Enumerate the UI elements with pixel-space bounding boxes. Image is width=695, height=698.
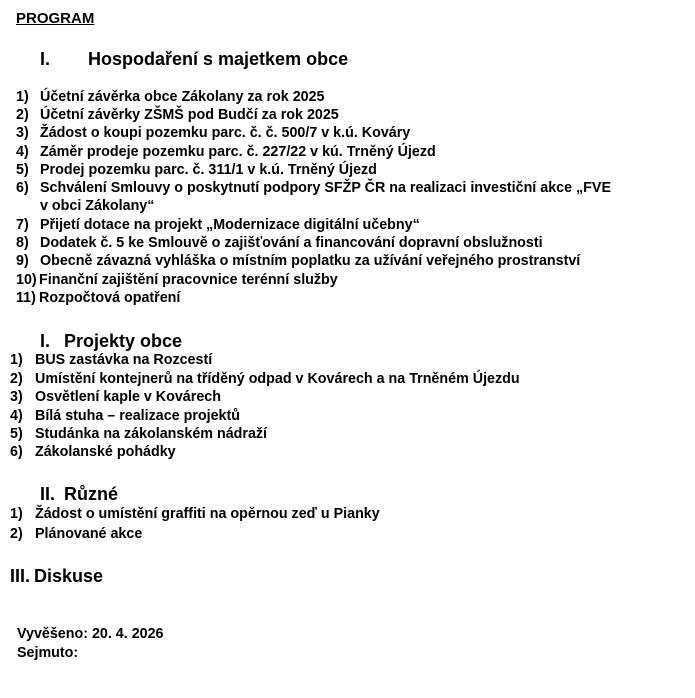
item-number: 4) <box>16 144 29 160</box>
item-text: Žádost o umístění graffiti na opěrnou zeď u Pianky <box>35 506 380 522</box>
section-1-item-9 <box>16 253 580 269</box>
item-text: Účetní závěrky ZŠMŠ pod Budčí za rok 2025 <box>40 107 339 123</box>
section-1-item-6-continuation: v obci Zákolany“ <box>40 198 155 214</box>
item-number: 11) <box>16 290 36 306</box>
item-number: 1) <box>16 89 29 105</box>
section-2-item-1 <box>10 352 212 368</box>
item-text: Přijetí dotace na projekt „Modernizace digitální učebny“ <box>40 217 420 233</box>
section-1-item-2 <box>16 107 339 123</box>
item-text: Prodej pozemku parc. č. 311/1 v k.ú. Trněný Újezd <box>40 162 377 178</box>
item-text: Bílá stuha – realizace projektů <box>35 408 241 424</box>
section-1-item-11 <box>16 290 180 306</box>
item-number: 5) <box>16 162 29 178</box>
section-1-title: Hospodaření s majetkem obce <box>88 49 349 69</box>
section-1-item-3 <box>16 125 410 141</box>
section-4-title: Diskuse <box>34 566 104 586</box>
section-2-item-4 <box>10 408 240 424</box>
item-number: 7) <box>16 217 29 233</box>
item-text: Studánka na zákolanském nádraží <box>35 426 268 442</box>
section-1-item-8 <box>16 235 543 251</box>
section-2-item-2 <box>10 371 520 387</box>
item-number: 2) <box>10 371 23 387</box>
item-text: Umístění kontejnerů na tříděný odpad v Kovárech a na Trněném Újezdu <box>35 371 520 387</box>
section-1-item-5 <box>16 162 377 178</box>
section-3-item-2 <box>10 526 142 542</box>
item-number: 3) <box>16 125 29 141</box>
section-2-item-3 <box>10 389 221 405</box>
item-number: 1) <box>10 506 23 522</box>
item-text: Žádost o koupi pozemku parc. č. č. 500/7 v k.ú. Kováry <box>40 125 411 141</box>
section-1-item-6 <box>16 180 611 196</box>
removed-date: Sejmuto: <box>17 645 79 661</box>
section-2-item-5 <box>10 426 267 442</box>
item-text: Dodatek č. 5 ke Smlouvě o zajišťování a financování dopravní obslužnosti <box>40 235 543 251</box>
section-1-item-7 <box>16 217 420 233</box>
item-number: 2) <box>16 107 29 123</box>
section-1-roman: I. <box>40 49 51 69</box>
item-number: 4) <box>10 408 23 424</box>
posted-date: Vyvěšeno: 20. 4. 2026 <box>17 626 164 642</box>
item-number: 6) <box>16 180 29 196</box>
section-4-roman: III. <box>10 566 31 586</box>
section-1-item-4 <box>16 144 436 160</box>
section-3-title: Různé <box>64 484 118 504</box>
section-2-roman: I. <box>40 331 51 351</box>
item-number: 9) <box>16 253 29 269</box>
item-text: Plánované akce <box>35 526 143 542</box>
item-number: 6) <box>10 444 23 460</box>
item-text: BUS zastávka na Rozcestí <box>35 352 213 368</box>
item-number: 1) <box>10 352 23 368</box>
item-text: Finanční zajištění pracovnice terénní služby <box>39 272 338 288</box>
item-number: 3) <box>10 389 23 405</box>
item-number: 10) <box>16 272 37 288</box>
item-text: Rozpočtová opatření <box>39 290 181 306</box>
section-1-item-1 <box>16 89 325 105</box>
section-3-item-1 <box>10 506 380 522</box>
section-3-roman: II. <box>40 484 56 504</box>
section-2-title: Projekty obce <box>64 331 183 351</box>
section-2-item-6 <box>10 444 176 460</box>
item-text: Osvětlení kaple v Kovárech <box>35 389 221 405</box>
item-text: Zákolanské pohádky <box>35 444 176 460</box>
item-text: Účetní závěrka obce Zákolany za rok 2025 <box>40 89 325 105</box>
item-text: Obecně závazná vyhláška o místním poplatku za užívání veřejného prostranství <box>40 253 581 269</box>
item-number: 8) <box>16 235 29 251</box>
item-text: Záměr prodeje pozemku parc. č. 227/22 v kú. Trněný Újezd <box>40 144 436 160</box>
program-title: PROGRAM <box>16 10 95 27</box>
section-1-item-10 <box>16 272 338 288</box>
item-number: 2) <box>10 526 23 542</box>
item-text: Schválení Smlouvy o poskytnutí podpory SFŽP ČR na realizaci investiční akce „FVE <box>40 180 611 196</box>
item-number: 5) <box>10 426 23 442</box>
